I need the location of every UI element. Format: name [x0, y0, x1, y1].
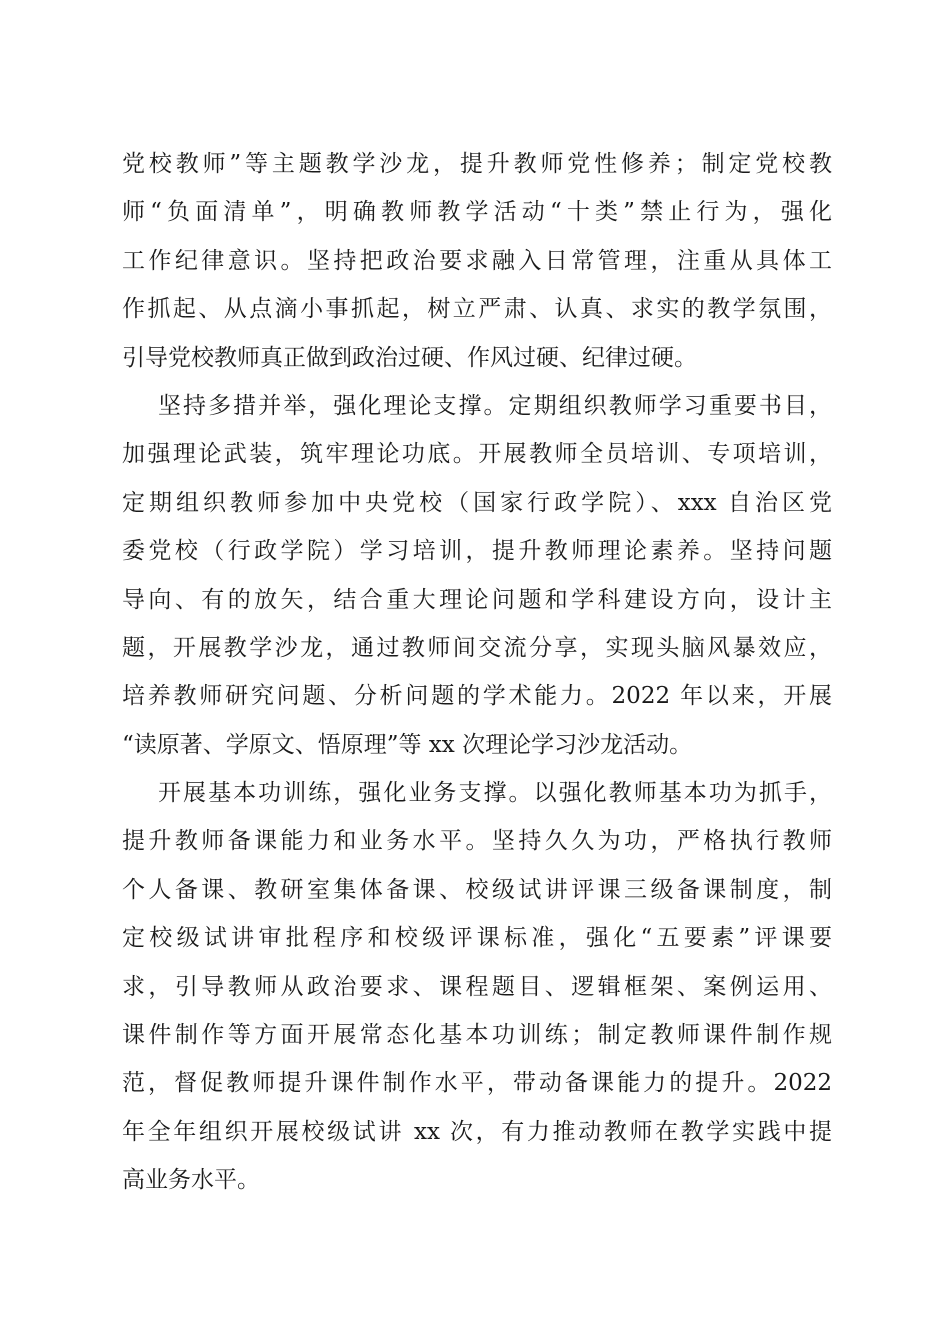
paragraph-2: [122, 382, 832, 769]
text-line: 范，督促教师提升课件制作水平，带动备课能力的提升。2022: [122, 1070, 832, 1097]
text-line: 课件制作等方面开展常态化基本功训练；制定教师课件制作规: [122, 1022, 832, 1049]
text-line: 培养教师研究问题、分析问题的学术能力。2022 年以来，开展: [122, 683, 832, 710]
text-line: 定期组织教师参加中央党校（国家行政学院）、xxx 自治区党: [122, 489, 832, 516]
text-line: “读原著、学原文、悟原理”等 xx 次理论学习沙龙活动。: [122, 731, 693, 758]
text-line: 导向、有的放矢，结合重大理论问题和学科建设方向，设计主: [122, 586, 832, 613]
text-line: 工作纪律意识。坚持把政治要求融入日常管理，注重从具体工: [122, 247, 832, 274]
text-line: 坚持多措并举，强化理论支撑。定期组织教师学习重要书目，: [158, 392, 832, 419]
text-line: 作抓起、从点滴小事抓起，树立严肃、认真、求实的教学氛围，: [122, 296, 832, 323]
text-line: 加强理论武装，筑牢理论功底。开展教师全员培训、专项培训，: [122, 441, 832, 468]
text-line: 题，开展教学沙龙，通过教师间交流分享，实现头脑风暴效应，: [122, 634, 832, 661]
text-line: 年全年组织开展校级试讲 xx 次，有力推动教师在教学实践中提: [122, 1118, 832, 1145]
text-line: 求，引导教师从政治要求、课程题目、逻辑框架、案例运用、: [122, 973, 832, 1000]
text-line: 个人备课、教研室集体备课、校级试讲评课三级备课制度，制: [122, 876, 832, 903]
text-line: 委党校（行政学院）学习培训，提升教师理论素养。坚持问题: [122, 538, 832, 565]
paragraph-1: [122, 140, 832, 382]
text-line: 高业务水平。: [122, 1167, 260, 1194]
document-body: [122, 140, 832, 1205]
text-line: 引导党校教师真正做到政治过硬、作风过硬、纪律过硬。: [122, 344, 697, 371]
text-line: 开展基本功训练，强化业务支撑。以强化教师基本功为抓手，: [158, 780, 832, 807]
text-line: 师“负面清单”，明确教师教学活动“十类”禁止行为，强化: [122, 199, 832, 226]
text-line: 提升教师备课能力和业务水平。坚持久久为功，严格执行教师: [122, 828, 832, 855]
text-line: 党校教师”等主题教学沙龙，提升教师党性修养；制定党校教: [122, 151, 832, 177]
paragraph-3: [122, 769, 832, 1205]
text-line: 定校级试讲审批程序和校级评课标准，强化“五要素”评课要: [122, 925, 832, 952]
